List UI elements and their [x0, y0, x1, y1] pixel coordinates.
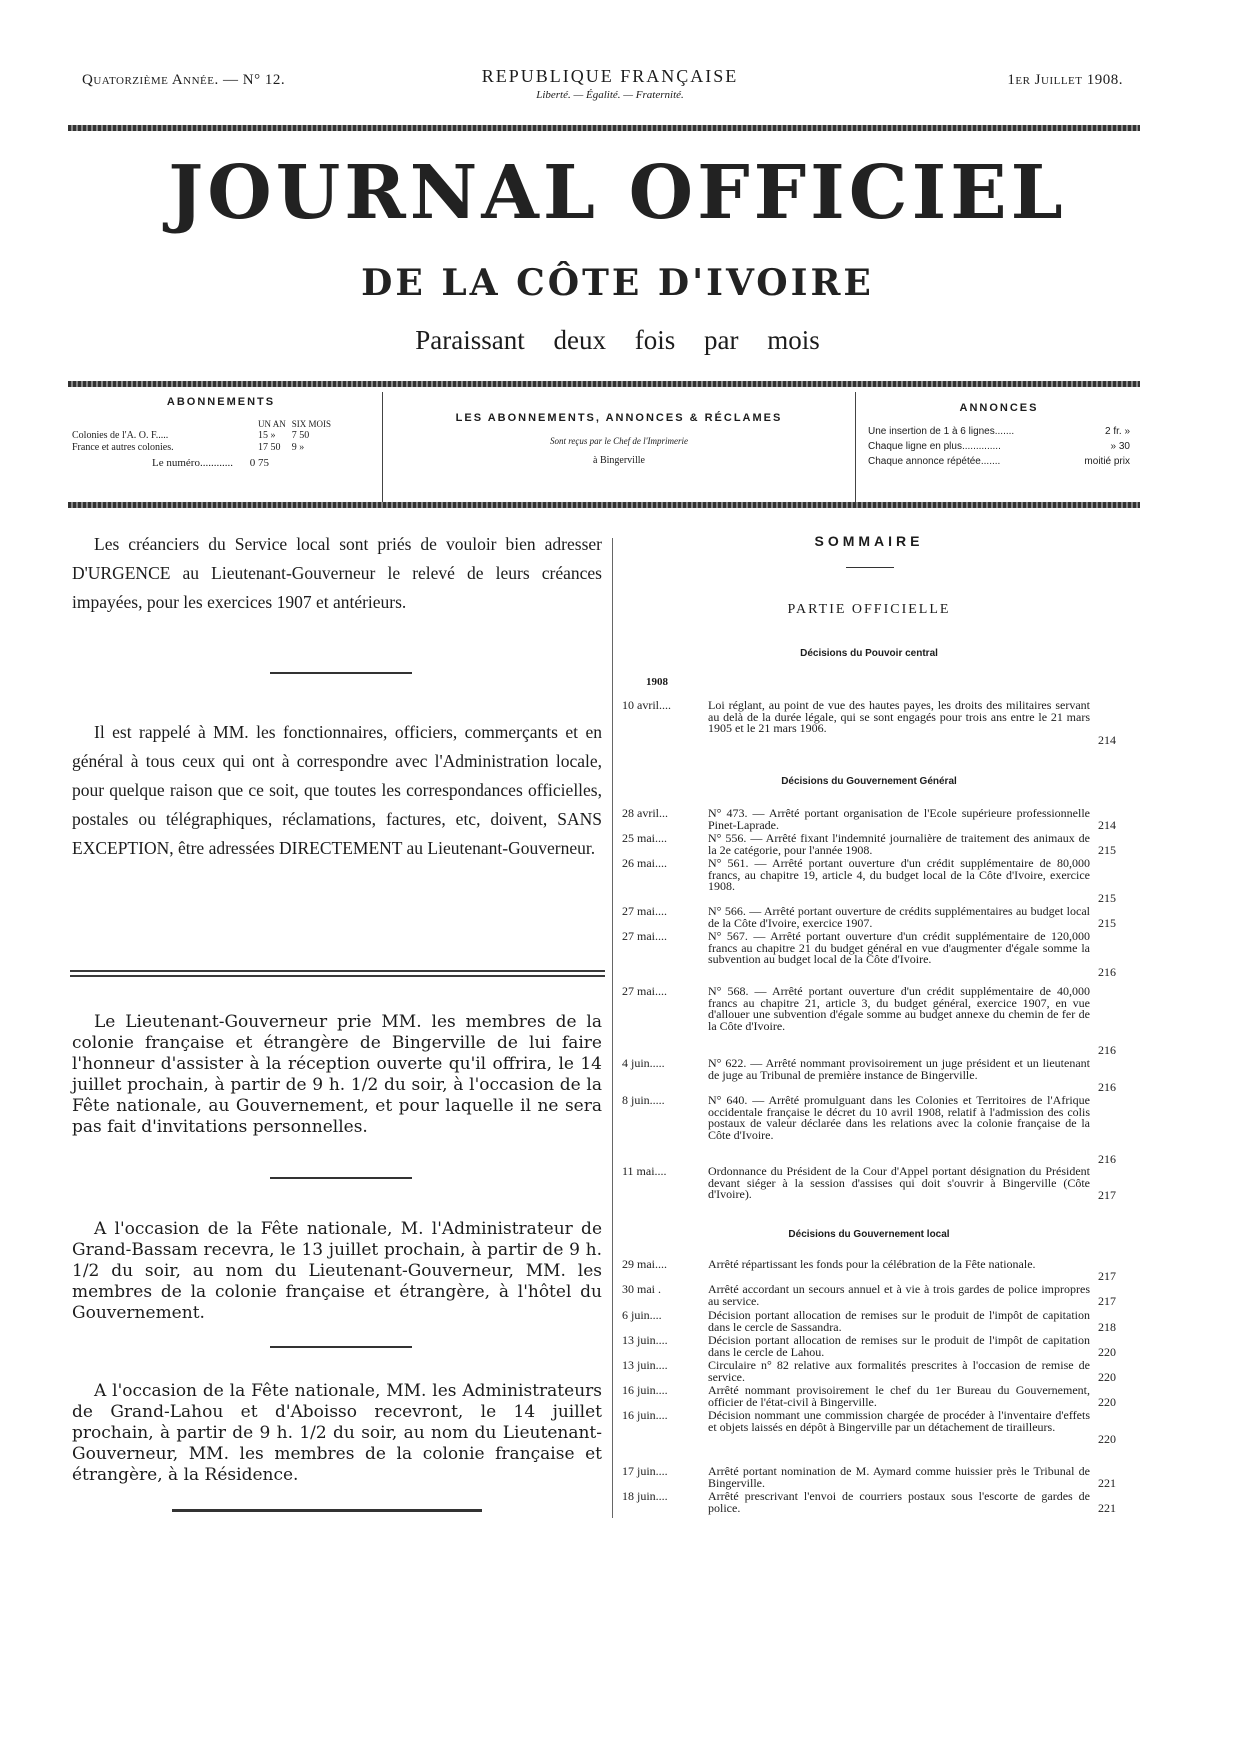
entry-text: Arrêté accordant un secours annuel et à vie à trois gardes de police impropres au service. [708, 1282, 1090, 1308]
notice-grand-lahou: A l'occasion de la Fête nationale, MM. les Administrateurs de Grand-Lahou et d'Aboisso recevront, le 14 juillet prochain, à partir de 9 h. 1/2 du soir, au nom du Lieutenant-Gouverneur, MM. les membres de la colonie française et étrangère, à la Résidence. [72, 1381, 602, 1485]
entry-date: 13 juin.... [622, 1333, 668, 1347]
abonnements-table [72, 418, 337, 454]
entry-date: 29 mai.... [622, 1257, 667, 1271]
entry-page: 220 [1098, 1344, 1116, 1359]
entry-text: N° 640. — Arrêté promulguant dans les Colonies et Territoires de l'Afrique occidentale française le décret du 10 avril 1908, relatif à l'admission des colis postaux de valeur déclarée dans les relations avec la colonie française de la Côte d'Ivoire. [708, 1093, 1090, 1142]
entry-date: 17 juin.... [622, 1464, 668, 1478]
header-rule [68, 125, 1140, 131]
entry-text: Ordonnance du Président de la Cour d'Appel portant désignation du Président devant siéger à la session d'assises qui doit s'ouvrir à Bingerville (Côte d'Ivoire). [708, 1164, 1090, 1201]
entry-date: 4 juin..... [622, 1056, 665, 1070]
entry-text: Décision nommant une commission chargée de procéder à l'inventaire d'effets et objets laissés en dépôt à Bingerville par un détachement de tirailleurs. [708, 1408, 1090, 1434]
box-divider-right [855, 392, 856, 502]
motto: Liberté. — Égalité. — Fraternité. [536, 89, 684, 101]
sommaire-entry [622, 931, 1116, 978]
entry-text: N° 622. — Arrêté nommant provisoirement un juge président et un lieutenant de juge au Tribunal de première instance de Bingerville. [708, 1056, 1090, 1082]
entry-date: 28 avril... [622, 806, 668, 820]
entry-date: 11 mai.... [622, 1164, 667, 1178]
row-six-mois: 7 50 [291, 430, 310, 441]
entry-date: 26 mai.... [622, 856, 667, 870]
section-pouvoir-central: Décisions du Pouvoir central [800, 648, 938, 659]
abonnements-row [72, 430, 337, 442]
sommaire-entry [622, 1385, 1116, 1408]
entry-text: Circulaire n° 82 relative aux formalités prescrites à l'occasion de remise de service. [708, 1358, 1090, 1384]
entry-text: N° 566. — Arrêté portant ouverture de crédits supplémentaires au budget local de la Côte d'Ivoire, exercice 1907. [708, 904, 1090, 930]
entry-text: Arrêté nommant provisoirement le chef du 1er Bureau du Gouvernement, officier de l'état-civil à Bingerville. [708, 1383, 1090, 1409]
entry-page: 216 [1098, 1079, 1116, 1094]
entry-date: 16 juin.... [622, 1383, 668, 1397]
entry-date: 30 mai . [622, 1282, 661, 1296]
journal-title: JOURNAL OFFICIEL [168, 150, 1067, 236]
annonce-label: Chaque ligne en plus.............. [868, 441, 1001, 452]
sommaire-entry [622, 986, 1116, 1056]
box-divider-left [382, 392, 383, 502]
row-un-an: 15 » [258, 430, 276, 441]
entry-text: Loi réglant, au point de vue des hautes payes, les droits des militaires servant au delà de la durée légale, qui se sont engagés pour trois ans entre le 21 mars 1905 et le 21 mars 1906. [708, 698, 1090, 735]
entry-page: 220 [1098, 1431, 1116, 1446]
sommaire-entry [622, 1095, 1116, 1165]
sommaire-entry [622, 700, 1116, 746]
entry-date: 18 juin.... [622, 1489, 668, 1503]
entry-page: 214 [1098, 817, 1116, 832]
abonnements-row [72, 442, 337, 454]
entry-page: 216 [1098, 964, 1116, 979]
entry-page: 217 [1098, 1293, 1116, 1308]
entry-text: Arrêté portant nomination de M. Aymard comme huissier près le Tribunal de Bingerville. [708, 1464, 1090, 1490]
sommaire-title: SOMMAIRE [814, 533, 924, 549]
entry-page: 221 [1098, 1500, 1116, 1515]
entry-text: Décision portant allocation de remises sur le produit de l'impôt de capitation dans le cercle de Lahou. [708, 1333, 1090, 1359]
entry-text: Arrêté prescrivant l'envoi de courriers postaux sous l'escorte de gardes de police. [708, 1489, 1090, 1515]
separator [270, 1177, 412, 1179]
entry-date: 27 mai.... [622, 929, 667, 943]
entry-text: N° 567. — Arrêté portant ouverture d'un crédit supplémentaire de 120,000 francs au chapitre 21 du budget général en vue d'augmenter d'égale somme la subvention au budget local de la Côte d'Ivoire. [708, 929, 1090, 966]
sommaire-entry [622, 1166, 1116, 1201]
center-box-heading: LES ABONNEMENTS, ANNONCES & RÉCLAMES [455, 412, 783, 424]
row-label: Colonies de l'A. O. F..... [72, 430, 169, 441]
notice-correspondances: Il est rappelé à MM. les fonctionnaires, officiers, commerçants et en général à tous ceux qui ont à correspondre avec l'Administration locale, pour quelque raison que ce soit, que toutes les correspondances officielles, postales ou télégraphiques, réclamations, factures, etc, doivent, SANS EXCEPTION, être adressées DIRECTEMENT au Lieutenant-Gouverneur. [72, 722, 602, 858]
republic-label: REPUBLIQUE FRANÇAISE [481, 66, 739, 86]
journal-frequency: Paraissant deux fois par mois [415, 325, 820, 355]
sommaire-entry [622, 1310, 1116, 1333]
entry-date: 8 juin..... [622, 1093, 665, 1107]
entry-date: 27 mai.... [622, 984, 667, 998]
notice-reception: Le Lieutenant-Gouverneur prie MM. les membres de la colonie française et étrangère de Bingerville de lui faire l'honneur d'assister à la réception ouverte qu'il offrira, le 14 juillet prochain, à partir de 9 h. 1/2 du soir, à l'occasion de la Fête nationale, au Gouvernement, et pour laquelle il ne sera pas fait d'invitations personnelles. [72, 1012, 602, 1137]
col-six-mois: SIX MOIS [291, 419, 332, 429]
issue-date: 1er Juillet 1908. [1007, 72, 1123, 88]
entry-page: 217 [1098, 1268, 1116, 1283]
numero-line [72, 457, 370, 469]
entry-page: 216 [1098, 1151, 1116, 1166]
entry-page: 215 [1098, 890, 1116, 905]
entry-date: 10 avril.... [622, 698, 671, 712]
annonce-row [868, 454, 1130, 469]
row-label: France et autres colonies. [72, 442, 174, 453]
journal-subtitle: DE LA CÔTE D'IVOIRE [361, 262, 874, 304]
sommaire-year: 1908 [646, 676, 668, 688]
sommaire-entry [622, 1259, 1116, 1282]
sommaire-entry [622, 1466, 1116, 1489]
center-box-line1: Sont reçus par le Chef de l'Imprimerie [549, 436, 689, 446]
section-gouvernement-general: Décisions du Gouvernement Général [781, 776, 957, 787]
entry-text: Décision portant allocation de remises sur le produit de l'impôt de capitation dans le cercle de Sassandra. [708, 1308, 1090, 1334]
center-box [384, 412, 854, 466]
entry-date: 6 juin.... [622, 1308, 662, 1322]
sommaire-entry [622, 1410, 1116, 1445]
entry-page: 221 [1098, 1475, 1116, 1490]
entry-page: 218 [1098, 1319, 1116, 1334]
notice-grand-bassam: A l'occasion de la Fête nationale, M. l'Administrateur de Grand-Bassam recevra, le 13 juillet prochain, à partir de 9 h. 1/2 du soir, au nom du Lieutenant-Gouverneur, MM. les membres de la colonie française et étrangère, à l'hôtel du Gouvernement. [72, 1219, 602, 1323]
sommaire-entry [622, 1360, 1116, 1383]
entry-date: 13 juin.... [622, 1358, 668, 1372]
section-gouvernement-local: Décisions du Gouvernement local [788, 1229, 950, 1240]
row-un-an: 17 50 [258, 442, 281, 453]
end-separator [172, 1509, 482, 1512]
annonces-block [868, 402, 1130, 469]
entry-date: 25 mai.... [622, 831, 667, 845]
abonnements-block [72, 396, 370, 469]
numero-price: 0 75 [249, 457, 269, 469]
column-divider [612, 538, 613, 1518]
issue-number: Quatorzième Année. — N° 12. [82, 72, 286, 88]
entry-page: 220 [1098, 1369, 1116, 1384]
box-bottom-rule [68, 502, 1140, 508]
notice-creanciers: Les créanciers du Service local sont priés de vouloir bien adresser D'URGENCE au Lieutenant-Gouverneur le relevé de leurs créances impayées, pour les exercices 1907 et antérieurs. [72, 534, 602, 612]
sommaire-entry [622, 858, 1116, 904]
republic-block [420, 66, 800, 101]
annonce-row [868, 424, 1130, 439]
annonces-heading: ANNONCES [959, 402, 1039, 414]
separator-double-bottom [70, 975, 605, 977]
annonce-label: Chaque annonce répétée....... [868, 456, 1001, 467]
entry-page: 214 [1098, 732, 1116, 747]
entry-date: 27 mai.... [622, 904, 667, 918]
annonce-price: moitié prix [1084, 456, 1130, 467]
sommaire-entry [622, 1491, 1116, 1514]
center-box-line2: à Bingerville [593, 455, 645, 466]
annonce-price: » 30 [1110, 441, 1130, 452]
separator [270, 1346, 412, 1348]
entry-text: N° 568. — Arrêté portant ouverture d'un crédit supplémentaire de 40,000 francs au chapitre 21, article 3, du budget général, exercice 1907, en vue d'allouer une subvention d'égale somme au budget annexe du chemin de fer de la Côte d'Ivoire. [708, 984, 1090, 1033]
box-top-rule [68, 381, 1140, 387]
sommaire-entry [622, 906, 1116, 929]
annonce-label: Une insertion de 1 à 6 lignes....... [868, 426, 1015, 437]
col-un-an: UN AN [258, 419, 286, 429]
sommaire-entry [622, 833, 1116, 856]
entry-text: Arrêté répartissant les fonds pour la célébration de la Fête nationale. [708, 1257, 1036, 1271]
sommaire-ornament [846, 567, 894, 568]
partie-officielle: PARTIE OFFICIELLE [787, 602, 951, 617]
entry-text: N° 556. — Arrêté fixant l'indemnité journalière de traitement des animaux de la 2e catégorie, pour l'année 1908. [708, 831, 1090, 857]
annonces-list [868, 424, 1130, 469]
separator-double-top [70, 970, 605, 972]
abonnements-heading: ABONNEMENTS [166, 396, 276, 408]
sommaire-entry [622, 808, 1116, 831]
entry-text: N° 561. — Arrêté portant ouverture d'un crédit supplémentaire de 80,000 francs, au chapitre 19, article 4, du budget local de la Côte d'Ivoire, exercice 1908. [708, 856, 1090, 893]
entry-page: 215 [1098, 915, 1116, 930]
numero-label: Le numéro............ [152, 457, 233, 469]
entry-page: 217 [1098, 1187, 1116, 1202]
separator [270, 672, 412, 674]
row-six-mois: 9 » [291, 442, 305, 453]
entry-date: 16 juin.... [622, 1408, 668, 1422]
sommaire-entry [622, 1284, 1116, 1307]
entry-page: 215 [1098, 842, 1116, 857]
annonce-price: 2 fr. » [1104, 426, 1130, 437]
sommaire-entry [622, 1335, 1116, 1358]
annonce-row [868, 439, 1130, 454]
sommaire-entry [622, 1058, 1116, 1093]
entry-page: 220 [1098, 1394, 1116, 1409]
entry-page: 216 [1098, 1042, 1116, 1057]
entry-text: N° 473. — Arrêté portant organisation de l'Ecole supérieure professionnelle Pinet-Laprade. [708, 806, 1090, 832]
